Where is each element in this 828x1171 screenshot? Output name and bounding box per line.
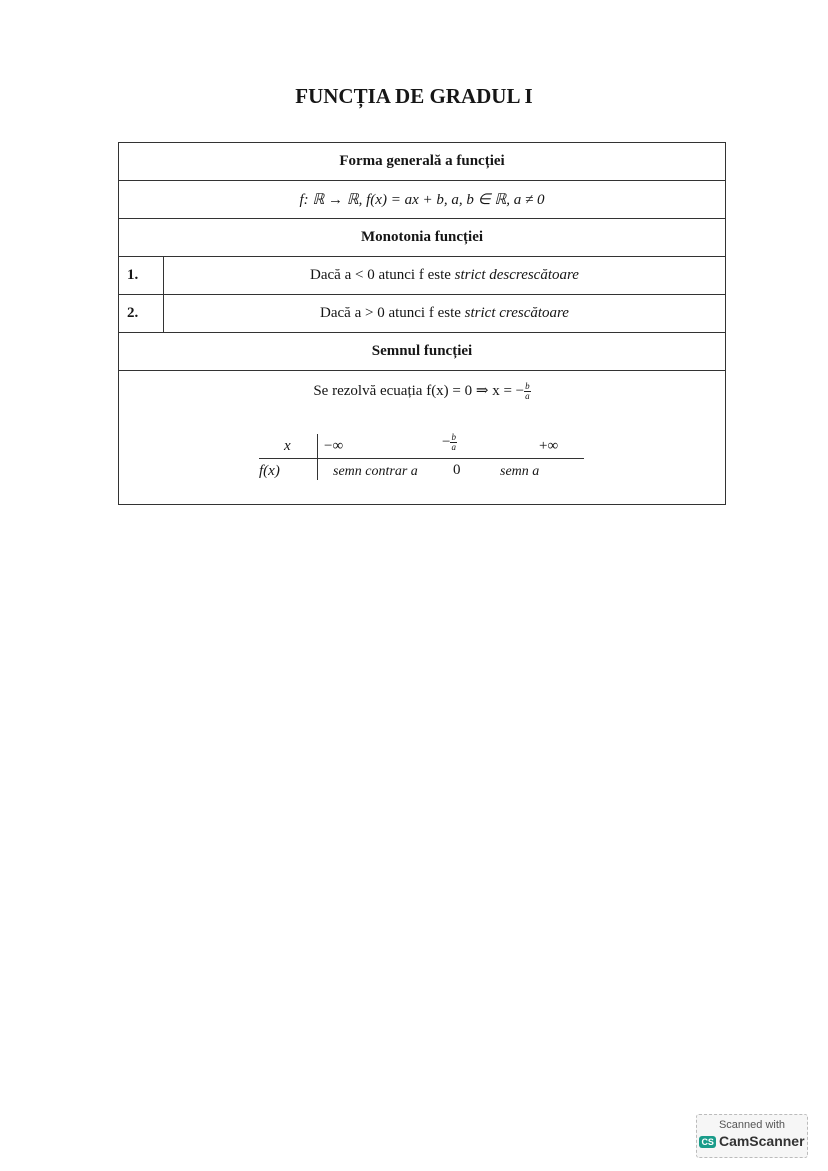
sign-table-horizontal-line bbox=[259, 458, 584, 459]
page-title: FUNCȚIA DE GRADUL I bbox=[295, 84, 533, 108]
minus-infinity: −∞ bbox=[324, 438, 344, 454]
plus-infinity: +∞ bbox=[539, 438, 559, 454]
row-number: 1. bbox=[119, 257, 164, 295]
fx-label: f(x) bbox=[259, 463, 280, 479]
zero-value: 0 bbox=[453, 462, 461, 478]
camscanner-watermark: Scanned with CS CamScanner bbox=[696, 1114, 808, 1158]
summary-table bbox=[118, 142, 726, 505]
monotony-rule-increasing: Dacă a > 0 atunci f este strict crescătoare bbox=[164, 295, 726, 333]
sign-equation: Se rezolvă ecuația f(x) = 0 ⇒ x = − $\frac{b}{a}$ bbox=[313, 381, 530, 402]
x-label: x bbox=[284, 438, 291, 454]
sign-section bbox=[119, 371, 726, 505]
root-value: − $\frac{b}{a}$ bbox=[442, 432, 456, 452]
right-sign: semn a bbox=[500, 464, 540, 479]
general-form-formula: f: ℝ → ℝ, f(x) = ax + b, a, b ∈ ℝ, a ≠ 0 bbox=[119, 181, 726, 219]
row-number: 2. bbox=[119, 295, 164, 333]
sign-table-vertical-line bbox=[317, 434, 318, 480]
fraction: $\frac{b}{a}$ bbox=[525, 381, 530, 402]
monotony-header: Monotonia funcției bbox=[119, 219, 726, 257]
general-form-header: Forma generală a funcției bbox=[119, 143, 726, 181]
camscanner-logo-icon: CS bbox=[701, 1137, 714, 1148]
left-sign: semn contrar a bbox=[333, 464, 418, 479]
monotony-rule-decreasing: Dacă a < 0 atunci f este strict descrescătoare bbox=[164, 257, 726, 295]
sign-header: Semnul funcției bbox=[119, 333, 726, 371]
